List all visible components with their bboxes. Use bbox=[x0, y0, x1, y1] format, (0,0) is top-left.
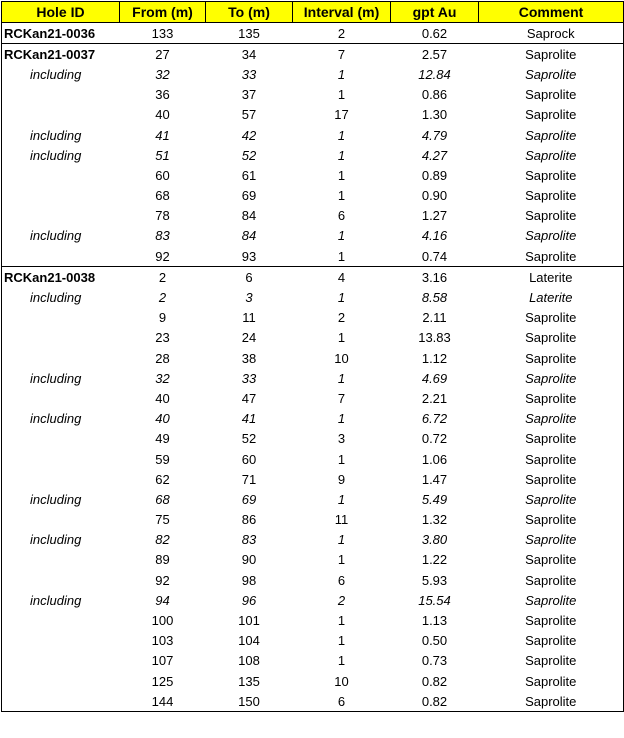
gpt-au-cell: 13.83 bbox=[418, 330, 451, 346]
comment-cell: Saprolite bbox=[525, 572, 577, 588]
table-row bbox=[2, 489, 624, 509]
hole-id-cell: RCKan21-0038 bbox=[4, 269, 96, 285]
comment-cell: Laterite bbox=[529, 269, 573, 285]
interval-cell: 1 bbox=[337, 411, 346, 427]
hole-id-cell bbox=[2, 328, 120, 348]
hole-id-cell: including bbox=[30, 228, 82, 244]
hole-id-cell: including bbox=[30, 66, 82, 82]
interval-cell: 1 bbox=[337, 228, 346, 244]
hole-id-cell bbox=[2, 449, 120, 469]
to-cell: 41 bbox=[241, 411, 257, 427]
gpt-au-cell: 2.11 bbox=[422, 310, 447, 326]
table-row bbox=[2, 64, 624, 84]
interval-cell: 1 bbox=[337, 330, 346, 346]
to-cell: 24 bbox=[241, 330, 257, 346]
hole-id-cell: including bbox=[30, 592, 82, 608]
from-cell: 28 bbox=[155, 350, 170, 366]
hole-id-cell: including bbox=[30, 290, 82, 306]
table-row bbox=[2, 550, 624, 570]
table-row bbox=[2, 165, 624, 185]
interval-cell: 11 bbox=[334, 512, 349, 528]
interval-cell: 1 bbox=[337, 633, 346, 649]
interval-cell: 1 bbox=[337, 167, 346, 183]
from-cell: 75 bbox=[155, 512, 170, 528]
comment-cell: Saprolite bbox=[525, 66, 577, 82]
to-cell: 84 bbox=[241, 208, 257, 224]
gpt-au-cell: 1.30 bbox=[421, 107, 448, 123]
comment-cell: Saprolite bbox=[525, 46, 577, 62]
to-cell: 96 bbox=[241, 592, 257, 608]
interval-cell: 1 bbox=[337, 188, 346, 204]
header-row bbox=[2, 2, 624, 23]
gpt-au-cell: 8.58 bbox=[421, 290, 448, 306]
to-cell: 71 bbox=[241, 471, 257, 487]
table-row bbox=[2, 246, 624, 267]
comment-cell: Saprolite bbox=[479, 691, 624, 712]
from-cell: 51 bbox=[155, 147, 170, 163]
gpt-au-cell: 4.16 bbox=[421, 228, 448, 244]
drill-results-table bbox=[1, 1, 624, 712]
hole-id-cell bbox=[2, 246, 120, 267]
table-row bbox=[2, 308, 624, 328]
gpt-au-cell: 4.27 bbox=[421, 147, 448, 163]
from-cell: 68 bbox=[155, 491, 170, 507]
from-cell: 59 bbox=[155, 451, 170, 467]
gpt-au-cell: 3.80 bbox=[421, 532, 448, 548]
gpt-au-cell: 0.86 bbox=[421, 87, 448, 103]
gpt-au-cell: 4.69 bbox=[421, 370, 448, 386]
to-cell: 83 bbox=[241, 532, 257, 548]
table-row bbox=[2, 23, 624, 44]
from-cell: 82 bbox=[155, 532, 170, 548]
comment-cell: Saprolite bbox=[525, 673, 577, 689]
gpt-au-cell: 1.47 bbox=[421, 471, 448, 487]
comment-cell: Saprolite bbox=[525, 107, 577, 123]
from-cell: 49 bbox=[155, 431, 170, 447]
to-cell: 6 bbox=[245, 269, 253, 285]
to-cell: 52 bbox=[241, 431, 257, 447]
hole-id-cell: RCKan21-0037 bbox=[4, 46, 96, 62]
from-cell: 32 bbox=[155, 66, 170, 82]
comment-cell: Saprolite bbox=[525, 188, 577, 204]
to-cell: 42 bbox=[241, 127, 257, 143]
from-cell: 83 bbox=[155, 228, 170, 244]
table-row bbox=[2, 651, 624, 671]
to-cell: 33 bbox=[241, 66, 257, 82]
header-interval: Interval (m) bbox=[293, 2, 391, 23]
interval-cell: 1 bbox=[293, 246, 391, 267]
hole-id-cell bbox=[2, 85, 120, 105]
gpt-au-cell: 1.13 bbox=[421, 613, 448, 629]
table-row bbox=[2, 469, 624, 489]
to-cell: 101 bbox=[238, 613, 260, 629]
comment-cell: Saprolite bbox=[525, 471, 577, 487]
comment-cell: Saprolite bbox=[525, 592, 577, 608]
comment-cell: Saprolite bbox=[525, 350, 577, 366]
comment-cell: Saprolite bbox=[525, 431, 577, 447]
gpt-au-cell: 0.62 bbox=[391, 23, 479, 44]
gpt-au-cell: 1.32 bbox=[421, 512, 448, 528]
table-row bbox=[2, 671, 624, 691]
hole-id-cell bbox=[2, 469, 120, 489]
interval-cell: 1 bbox=[337, 290, 346, 306]
interval-cell: 1 bbox=[337, 127, 346, 143]
gpt-au-cell: 3.16 bbox=[421, 269, 448, 285]
hole-id-cell bbox=[2, 671, 120, 691]
interval-cell: 2 bbox=[337, 310, 346, 326]
comment-cell: Saprolite bbox=[525, 87, 577, 103]
from-cell: 125 bbox=[151, 673, 174, 689]
to-cell: 135 bbox=[206, 23, 293, 44]
gpt-au-cell: 0.50 bbox=[421, 633, 448, 649]
header-gpt-au: gpt Au bbox=[391, 2, 479, 23]
interval-cell: 6 bbox=[293, 691, 391, 712]
gpt-au-cell: 2.21 bbox=[421, 390, 448, 406]
to-cell: 47 bbox=[241, 390, 257, 406]
comment-cell: Saprolite bbox=[525, 390, 577, 406]
gpt-au-cell: 1.22 bbox=[421, 552, 448, 568]
to-cell: 3 bbox=[245, 290, 253, 306]
hole-id-cell bbox=[2, 308, 120, 328]
to-cell: 34 bbox=[241, 46, 257, 62]
from-cell: 103 bbox=[151, 633, 174, 649]
table-row bbox=[2, 328, 624, 348]
table-row bbox=[2, 348, 624, 368]
to-cell: 61 bbox=[241, 167, 257, 183]
interval-cell: 1 bbox=[337, 613, 346, 629]
to-cell: 150 bbox=[206, 691, 293, 712]
to-cell: 90 bbox=[241, 552, 257, 568]
interval-cell: 2 bbox=[293, 23, 391, 44]
interval-cell: 1 bbox=[337, 66, 346, 82]
comment-cell: Saprolite bbox=[525, 633, 577, 649]
table-row bbox=[2, 145, 624, 165]
from-cell: 36 bbox=[155, 87, 170, 103]
table-row bbox=[2, 631, 624, 651]
hole-id-cell bbox=[2, 610, 120, 630]
from-cell: 89 bbox=[155, 552, 170, 568]
hole-id-cell bbox=[2, 388, 120, 408]
table-row bbox=[2, 449, 624, 469]
hole-id-cell bbox=[2, 691, 120, 712]
from-cell: 27 bbox=[155, 46, 170, 62]
interval-cell: 17 bbox=[334, 107, 349, 123]
header-hole-id: Hole ID bbox=[2, 2, 120, 23]
to-cell: 93 bbox=[206, 246, 293, 267]
to-cell: 57 bbox=[241, 107, 257, 123]
comment-cell: Saprolite bbox=[525, 512, 577, 528]
gpt-au-cell: 5.93 bbox=[421, 572, 448, 588]
header-comment: Comment bbox=[479, 2, 624, 23]
to-cell: 52 bbox=[241, 147, 257, 163]
table-row bbox=[2, 368, 624, 388]
comment-cell: Saprolite bbox=[525, 532, 577, 548]
to-cell: 98 bbox=[241, 572, 257, 588]
interval-cell: 10 bbox=[334, 673, 349, 689]
from-cell: 32 bbox=[155, 370, 170, 386]
gpt-au-cell: 0.74 bbox=[391, 246, 479, 267]
interval-cell: 6 bbox=[337, 572, 346, 588]
hole-id-cell: including bbox=[30, 370, 82, 386]
interval-cell: 1 bbox=[337, 451, 346, 467]
gpt-au-cell: 1.12 bbox=[421, 350, 448, 366]
comment-cell: Saprolite bbox=[525, 653, 577, 669]
table-row bbox=[2, 206, 624, 226]
hole-id-cell: including bbox=[30, 127, 82, 143]
table-row bbox=[2, 691, 624, 712]
gpt-au-cell: 0.73 bbox=[421, 653, 448, 669]
gpt-au-cell: 0.90 bbox=[421, 188, 448, 204]
from-cell: 41 bbox=[155, 127, 170, 143]
from-cell: 144 bbox=[120, 691, 206, 712]
gpt-au-cell: 0.89 bbox=[421, 167, 448, 183]
interval-cell: 7 bbox=[337, 46, 346, 62]
from-cell: 40 bbox=[155, 390, 170, 406]
hole-id-cell bbox=[2, 570, 120, 590]
hole-id-cell bbox=[2, 550, 120, 570]
comment-cell: Saprolite bbox=[525, 552, 577, 568]
comment-cell: Saprolite bbox=[525, 167, 577, 183]
table-row bbox=[2, 226, 624, 246]
hole-id-cell bbox=[2, 651, 120, 671]
table-row bbox=[2, 267, 624, 288]
gpt-au-cell: 4.79 bbox=[421, 127, 448, 143]
gpt-au-cell: 12.84 bbox=[418, 66, 451, 82]
from-cell: 78 bbox=[155, 208, 170, 224]
from-cell: 100 bbox=[151, 613, 174, 629]
gpt-au-cell: 5.49 bbox=[421, 491, 448, 507]
from-cell: 9 bbox=[158, 310, 167, 326]
hole-id-cell bbox=[2, 186, 120, 206]
comment-cell: Saprolite bbox=[525, 370, 577, 386]
hole-id-cell bbox=[2, 348, 120, 368]
interval-cell: 1 bbox=[337, 491, 346, 507]
table-row bbox=[2, 590, 624, 610]
header-from: From (m) bbox=[120, 2, 206, 23]
from-cell: 92 bbox=[155, 572, 170, 588]
interval-cell: 10 bbox=[334, 350, 349, 366]
table-row bbox=[2, 85, 624, 105]
hole-id-cell bbox=[2, 206, 120, 226]
gpt-au-cell: 0.72 bbox=[421, 431, 448, 447]
comment-cell: Saprock bbox=[479, 23, 624, 44]
comment-cell: Saprolite bbox=[525, 451, 577, 467]
to-cell: 135 bbox=[238, 673, 260, 689]
from-cell: 2 bbox=[158, 290, 167, 306]
from-cell: 94 bbox=[155, 592, 170, 608]
to-cell: 108 bbox=[238, 653, 260, 669]
gpt-au-cell: 2.57 bbox=[421, 46, 448, 62]
hole-id-cell: including bbox=[30, 411, 82, 427]
comment-cell: Saprolite bbox=[525, 147, 577, 163]
interval-cell: 1 bbox=[337, 87, 346, 103]
hole-id-cell: RCKan21-0036 bbox=[2, 23, 120, 44]
table-row bbox=[2, 409, 624, 429]
table-row bbox=[2, 429, 624, 449]
to-cell: 69 bbox=[241, 491, 257, 507]
table-row bbox=[2, 186, 624, 206]
hole-id-cell bbox=[2, 165, 120, 185]
comment-cell: Saprolite bbox=[525, 208, 577, 224]
interval-cell: 1 bbox=[337, 147, 346, 163]
from-cell: 62 bbox=[155, 471, 170, 487]
interval-cell: 6 bbox=[337, 208, 346, 224]
to-cell: 86 bbox=[241, 512, 257, 528]
interval-cell: 1 bbox=[337, 370, 346, 386]
comment-cell: Saprolite bbox=[525, 330, 577, 346]
comment-cell: Saprolite bbox=[525, 310, 577, 326]
gpt-au-cell: 0.82 bbox=[391, 691, 479, 712]
interval-cell: 4 bbox=[337, 269, 346, 285]
from-cell: 107 bbox=[151, 653, 174, 669]
table-row bbox=[2, 570, 624, 590]
comment-cell: Saprolite bbox=[525, 228, 577, 244]
hole-id-cell bbox=[2, 631, 120, 651]
comment-cell: Saprolite bbox=[525, 127, 577, 143]
gpt-au-cell: 0.82 bbox=[421, 673, 448, 689]
hole-id-cell bbox=[2, 510, 120, 530]
to-cell: 84 bbox=[241, 228, 257, 244]
comment-cell: Saprolite bbox=[525, 613, 577, 629]
table-row bbox=[2, 125, 624, 145]
table-row bbox=[2, 530, 624, 550]
comment-cell: Saprolite bbox=[479, 246, 624, 267]
table-body bbox=[2, 23, 624, 712]
interval-cell: 1 bbox=[337, 653, 346, 669]
hole-id-cell: including bbox=[30, 147, 82, 163]
gpt-au-cell: 1.27 bbox=[421, 208, 448, 224]
table-row bbox=[2, 610, 624, 630]
interval-cell: 3 bbox=[337, 431, 346, 447]
hole-id-cell: including bbox=[30, 491, 82, 507]
hole-id-cell bbox=[2, 105, 120, 125]
to-cell: 37 bbox=[241, 87, 257, 103]
comment-cell: Laterite bbox=[529, 290, 573, 306]
from-cell: 40 bbox=[155, 107, 170, 123]
from-cell: 60 bbox=[155, 167, 170, 183]
table-row bbox=[2, 287, 624, 307]
hole-id-cell bbox=[2, 429, 120, 449]
from-cell: 68 bbox=[155, 188, 170, 204]
interval-cell: 9 bbox=[337, 471, 346, 487]
header-to: To (m) bbox=[206, 2, 293, 23]
to-cell: 33 bbox=[241, 370, 257, 386]
from-cell: 23 bbox=[155, 330, 170, 346]
to-cell: 104 bbox=[238, 633, 260, 649]
interval-cell: 7 bbox=[337, 390, 346, 406]
comment-cell: Saprolite bbox=[525, 491, 577, 507]
from-cell: 2 bbox=[158, 269, 167, 285]
interval-cell: 1 bbox=[337, 532, 346, 548]
to-cell: 38 bbox=[241, 350, 257, 366]
gpt-au-cell: 6.72 bbox=[421, 411, 448, 427]
to-cell: 60 bbox=[241, 451, 257, 467]
hole-id-cell: including bbox=[30, 532, 82, 548]
interval-cell: 2 bbox=[337, 592, 346, 608]
gpt-au-cell: 15.54 bbox=[418, 592, 451, 608]
gpt-au-cell: 1.06 bbox=[421, 451, 448, 467]
from-cell: 133 bbox=[120, 23, 206, 44]
table-row bbox=[2, 510, 624, 530]
to-cell: 69 bbox=[241, 188, 257, 204]
to-cell: 11 bbox=[242, 310, 256, 326]
table-row bbox=[2, 388, 624, 408]
from-cell: 92 bbox=[120, 246, 206, 267]
comment-cell: Saprolite bbox=[525, 411, 577, 427]
interval-cell: 1 bbox=[337, 552, 346, 568]
from-cell: 40 bbox=[155, 411, 170, 427]
table-row bbox=[2, 44, 624, 65]
table-row bbox=[2, 105, 624, 125]
